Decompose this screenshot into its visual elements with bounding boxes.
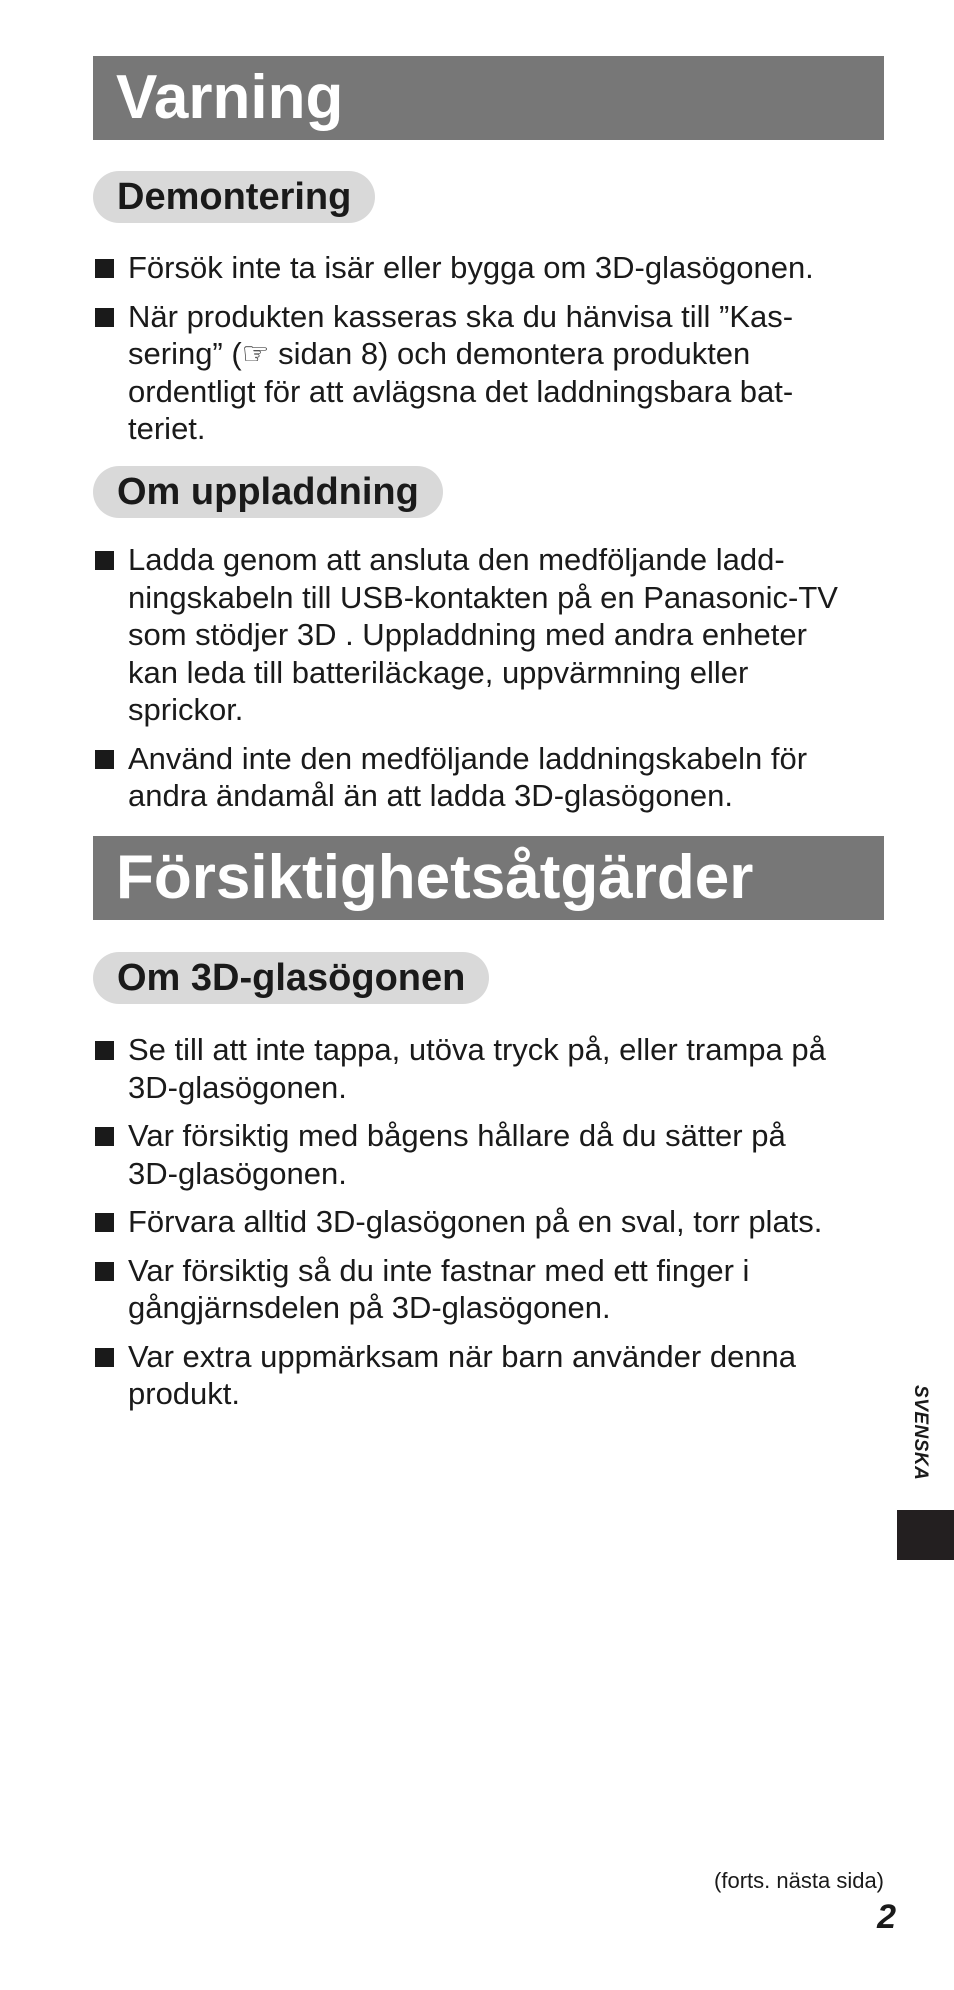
bullet-square-icon xyxy=(95,551,114,570)
warning-title: Varning xyxy=(116,63,344,132)
list-item: Var försiktig med bågens hållare då du sätter på 3D-glasögonen. xyxy=(93,1117,893,1192)
list-item: Förvara alltid 3D-glasögonen på en sval, torr plats. xyxy=(93,1203,893,1241)
list-item: Var extra uppmärksam när barn använder denna produkt. xyxy=(93,1338,893,1413)
page-number: 2 xyxy=(877,1898,896,1936)
language-side-tab xyxy=(897,1510,954,1560)
warning-title-bar xyxy=(93,56,884,140)
bullet-square-icon xyxy=(95,750,114,769)
demontering-list xyxy=(93,249,893,459)
bullet-square-icon xyxy=(95,1213,114,1232)
section-heading-om-uppladdning: Om uppladdning xyxy=(93,466,443,518)
section-heading-om-3d-glasogonen: Om 3D-glasögonen xyxy=(93,952,489,1004)
glasogonen-list xyxy=(93,1031,893,1424)
bullet-square-icon xyxy=(95,1127,114,1146)
language-side-label: SVENSKA xyxy=(910,1385,931,1481)
list-item: När produkten kasseras ska du hänvisa till ”Kas- sering” (☞ sidan 8) och demontera produkten ordentligt för att avlägsna det laddningsbara bat- teriet. xyxy=(93,298,893,448)
list-item: Använd inte den medföljande laddningskabeln för andra ändamål än att ladda 3D-glasögonen. xyxy=(93,740,893,815)
precautions-title-bar xyxy=(93,836,884,920)
list-item: Ladda genom att ansluta den medföljande ladd- ningskabeln till USB-kontakten på en Panasonic-TV som stödjer 3D . Uppladdning med andra enheter kan leda till batteriläckage, uppvärmning eller sprickor. xyxy=(93,541,893,729)
bullet-square-icon xyxy=(95,1348,114,1367)
continued-note: (forts. nästa sida) xyxy=(714,1868,884,1893)
precautions-title: Försiktighetsåtgärder xyxy=(116,843,754,912)
bullet-square-icon xyxy=(95,259,114,278)
bullet-square-icon xyxy=(95,1262,114,1281)
list-item: Försök inte ta isär eller bygga om 3D-glasögonen. xyxy=(93,249,893,287)
uppladdning-list xyxy=(93,541,893,826)
list-item: Se till att inte tappa, utöva tryck på, eller trampa på 3D-glasögonen. xyxy=(93,1031,893,1106)
bullet-square-icon xyxy=(95,1041,114,1060)
section-heading-demontering: Demontering xyxy=(93,171,375,223)
bullet-square-icon xyxy=(95,308,114,327)
list-item: Var försiktig så du inte fastnar med ett finger i gångjärnsdelen på 3D-glasögonen. xyxy=(93,1252,893,1327)
